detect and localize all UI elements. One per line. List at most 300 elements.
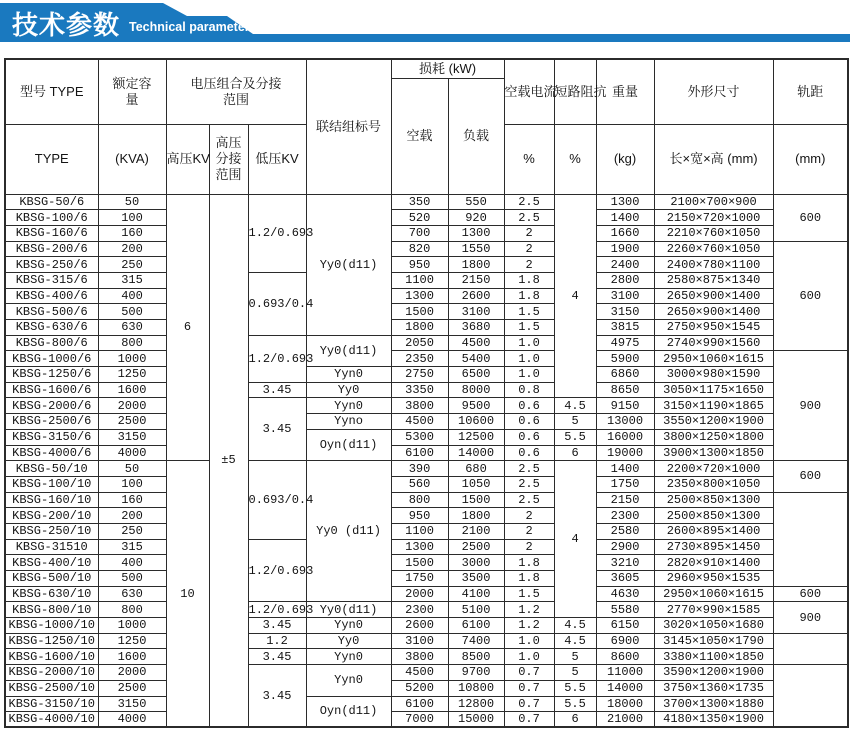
cell-dimensions: 2150×720×1000: [654, 210, 773, 226]
cell-gauge: 900: [773, 351, 848, 461]
cell-impedance: 4: [554, 461, 596, 618]
cell-no-load-loss: 3100: [391, 633, 448, 649]
table-row: [5, 492, 848, 508]
cell-dimensions: 3590×1200×1900: [654, 665, 773, 681]
cell-capacity: 50: [98, 194, 166, 210]
cell-load-loss: 2500: [448, 539, 504, 555]
table-row: [5, 476, 848, 492]
cell-model: KBSG-4000/10: [5, 712, 98, 728]
cell-model: KBSG-100/6: [5, 210, 98, 226]
table-row: [5, 320, 848, 336]
cell-weight: 3605: [596, 571, 654, 587]
table-row: [5, 272, 848, 288]
cell-no-load-loss: 4500: [391, 665, 448, 681]
cell-model: KBSG-160/6: [5, 225, 98, 241]
cell-dimensions: 3700×1300×1880: [654, 696, 773, 712]
cell-dimensions: 4180×1350×1900: [654, 712, 773, 728]
cell-no-load-current: 0.7: [504, 680, 554, 696]
cell-load-loss: 15000: [448, 712, 504, 728]
cell-capacity: 2000: [98, 398, 166, 414]
cell-model: KBSG-1600/6: [5, 382, 98, 398]
cell-load-loss: 2100: [448, 523, 504, 539]
cell-weight: 8600: [596, 649, 654, 665]
table-row: [5, 618, 848, 634]
cell-vector: Yy0: [306, 633, 391, 649]
header-model-type-sub: TYPE: [5, 124, 98, 194]
cell-lv: 0.693/0.4: [248, 461, 306, 539]
cell-capacity: 250: [98, 257, 166, 273]
cell-no-load-loss: 350: [391, 194, 448, 210]
cell-no-load-loss: 3800: [391, 649, 448, 665]
cell-no-load-current: 1.8: [504, 272, 554, 288]
cell-no-load-current: 1.0: [504, 633, 554, 649]
cell-no-load-loss: 950: [391, 257, 448, 273]
cell-no-load-current: 2.5: [504, 210, 554, 226]
cell-capacity: 1250: [98, 633, 166, 649]
cell-no-load-current: 1.0: [504, 367, 554, 383]
cell-vector: Oyn(d11): [306, 696, 391, 727]
cell-no-load-current: 1.5: [504, 304, 554, 320]
cell-capacity: 630: [98, 320, 166, 336]
table-row: [5, 367, 848, 383]
cell-load-loss: 2150: [448, 272, 504, 288]
cell-weight: 1750: [596, 476, 654, 492]
table-row: [5, 445, 848, 461]
header-no-load-current: 空载电流: [504, 59, 554, 124]
cell-lv: 1.2/0.693: [248, 194, 306, 272]
cell-no-load-current: 2: [504, 523, 554, 539]
cell-weight: 3150: [596, 304, 654, 320]
cell-dimensions: 3550×1200×1900: [654, 414, 773, 430]
cell-vector: Yy0 (d11): [306, 461, 391, 602]
cell-impedance: 5: [554, 414, 596, 430]
cell-load-loss: 3500: [448, 571, 504, 587]
cell-capacity: 800: [98, 335, 166, 351]
header-no-load-current-unit: %: [504, 124, 554, 194]
table-row: [5, 665, 848, 681]
table-row: [5, 602, 848, 618]
cell-dimensions: 2650×900×1400: [654, 304, 773, 320]
cell-weight: 6150: [596, 618, 654, 634]
cell-capacity: 200: [98, 241, 166, 257]
cell-weight: 2150: [596, 492, 654, 508]
cell-capacity: 400: [98, 555, 166, 571]
cell-load-loss: 3680: [448, 320, 504, 336]
cell-capacity: 160: [98, 492, 166, 508]
cell-weight: 5580: [596, 602, 654, 618]
cell-gauge: 600: [773, 241, 848, 351]
cell-dimensions: 2650×900×1400: [654, 288, 773, 304]
cell-load-loss: 12800: [448, 696, 504, 712]
cell-vector: Yyno: [306, 414, 391, 430]
cell-capacity: 2500: [98, 414, 166, 430]
table-row: [5, 523, 848, 539]
cell-load-loss: 9500: [448, 398, 504, 414]
cell-no-load-current: 2.5: [504, 476, 554, 492]
cell-dimensions: 3750×1360×1735: [654, 680, 773, 696]
cell-no-load-loss: 7000: [391, 712, 448, 728]
cell-capacity: 1250: [98, 367, 166, 383]
cell-weight: 2400: [596, 257, 654, 273]
cell-load-loss: 2600: [448, 288, 504, 304]
cell-load-loss: 3000: [448, 555, 504, 571]
page-title: 技术参数: [12, 10, 121, 40]
cell-capacity: 4000: [98, 712, 166, 728]
cell-no-load-loss: 1100: [391, 523, 448, 539]
cell-impedance: 4.5: [554, 618, 596, 634]
cell-model: KBSG-800/6: [5, 335, 98, 351]
header-tap-range: 高压分接范围: [209, 124, 248, 194]
cell-no-load-loss: 560: [391, 476, 448, 492]
cell-load-loss: 7400: [448, 633, 504, 649]
cell-impedance: 5.5: [554, 680, 596, 696]
cell-lv: 1.2/0.693: [248, 335, 306, 382]
cell-weight: 4630: [596, 586, 654, 602]
cell-no-load-current: 1.2: [504, 618, 554, 634]
cell-no-load-loss: 2350: [391, 351, 448, 367]
cell-no-load-loss: 1300: [391, 539, 448, 555]
table-row: [5, 555, 848, 571]
cell-lv: 3.45: [248, 618, 306, 634]
cell-vector: Yy0(d11): [306, 194, 391, 335]
cell-no-load-loss: 6100: [391, 696, 448, 712]
cell-capacity: 3150: [98, 429, 166, 445]
cell-weight: 2900: [596, 539, 654, 555]
cell-load-loss: 5100: [448, 602, 504, 618]
cell-impedance: 5.5: [554, 696, 596, 712]
cell-no-load-current: 2: [504, 241, 554, 257]
cell-model: KBSG-400/10: [5, 555, 98, 571]
table-row: [5, 288, 848, 304]
cell-lv: 3.45: [248, 398, 306, 461]
cell-no-load-loss: 2600: [391, 618, 448, 634]
header-voltage-group: 电压组合及分接范围: [166, 59, 306, 124]
cell-dimensions: 2580×875×1340: [654, 272, 773, 288]
cell-no-load-current: 0.6: [504, 429, 554, 445]
page-subtitle: Technical parameter: [129, 20, 250, 34]
cell-impedance: 4: [554, 194, 596, 398]
cell-weight: 18000: [596, 696, 654, 712]
cell-capacity: 3150: [98, 696, 166, 712]
cell-no-load-current: 1.0: [504, 649, 554, 665]
cell-weight: 14000: [596, 680, 654, 696]
table-row: [5, 633, 848, 649]
cell-no-load-current: 1.0: [504, 335, 554, 351]
cell-weight: 16000: [596, 429, 654, 445]
cell-capacity: 315: [98, 272, 166, 288]
cell-load-loss: 920: [448, 210, 504, 226]
cell-no-load-loss: 2300: [391, 602, 448, 618]
cell-dimensions: 3000×980×1590: [654, 367, 773, 383]
header-model-type: 型号 TYPE: [5, 59, 98, 124]
table-row: [5, 210, 848, 226]
cell-gauge: 600: [773, 461, 848, 492]
table-row: [5, 429, 848, 445]
header-vector-group: 联结组标号: [306, 59, 391, 194]
cell-dimensions: 2950×1060×1615: [654, 586, 773, 602]
cell-no-load-current: 2: [504, 539, 554, 555]
cell-dimensions: 2200×720×1000: [654, 461, 773, 477]
cell-load-loss: 3100: [448, 304, 504, 320]
cell-model: KBSG-800/10: [5, 602, 98, 618]
cell-no-load-current: 0.7: [504, 696, 554, 712]
cell-load-loss: 680: [448, 461, 504, 477]
cell-weight: 5900: [596, 351, 654, 367]
cell-dimensions: 2500×850×1300: [654, 508, 773, 524]
cell-no-load-current: 1.8: [504, 288, 554, 304]
cell-dimensions: 2730×895×1450: [654, 539, 773, 555]
banner-background: [0, 3, 850, 42]
table-row: [5, 586, 848, 602]
cell-weight: 2580: [596, 523, 654, 539]
cell-weight: 1400: [596, 210, 654, 226]
cell-capacity: 400: [98, 288, 166, 304]
cell-no-load-loss: 1500: [391, 555, 448, 571]
cell-weight: 4975: [596, 335, 654, 351]
cell-load-loss: 8000: [448, 382, 504, 398]
cell-model: KBSG-100/10: [5, 476, 98, 492]
cell-load-loss: 1300: [448, 225, 504, 241]
table-row: [5, 461, 848, 477]
cell-lv: 3.45: [248, 382, 306, 398]
cell-vector: Yyn0: [306, 618, 391, 634]
cell-no-load-loss: 4500: [391, 414, 448, 430]
cell-weight: 6900: [596, 633, 654, 649]
cell-no-load-current: 1.8: [504, 555, 554, 571]
cell-no-load-loss: 520: [391, 210, 448, 226]
table-row: [5, 257, 848, 273]
technical-parameter-table: [4, 58, 849, 728]
cell-weight: 13000: [596, 414, 654, 430]
cell-no-load-loss: 3350: [391, 382, 448, 398]
cell-capacity: 2500: [98, 680, 166, 696]
cell-load-loss: 550: [448, 194, 504, 210]
table-row: [5, 351, 848, 367]
cell-load-loss: 14000: [448, 445, 504, 461]
cell-dimensions: 2740×990×1560: [654, 335, 773, 351]
table-row: [5, 398, 848, 414]
cell-no-load-current: 0.6: [504, 398, 554, 414]
table-row: [5, 508, 848, 524]
cell-dimensions: 2100×700×900: [654, 194, 773, 210]
cell-weight: 1900: [596, 241, 654, 257]
cell-no-load-loss: 6100: [391, 445, 448, 461]
cell-weight: 11000: [596, 665, 654, 681]
cell-no-load-loss: 950: [391, 508, 448, 524]
cell-vector: Yyn0: [306, 649, 391, 665]
cell-no-load-current: 2: [504, 257, 554, 273]
cell-load-loss: 1500: [448, 492, 504, 508]
cell-load-loss: 5400: [448, 351, 504, 367]
cell-lv: 3.45: [248, 649, 306, 665]
table-row: [5, 649, 848, 665]
cell-dimensions: 2500×850×1300: [654, 492, 773, 508]
cell-tap: ±5: [209, 194, 248, 727]
cell-dimensions: 2820×910×1400: [654, 555, 773, 571]
cell-no-load-current: 0.6: [504, 445, 554, 461]
cell-vector: Yyn0: [306, 665, 391, 696]
cell-dimensions: 2770×990×1585: [654, 602, 773, 618]
cell-vector: Yy0: [306, 382, 391, 398]
cell-load-loss: 8500: [448, 649, 504, 665]
cell-lv: 1.2: [248, 633, 306, 649]
cell-no-load-current: 0.7: [504, 665, 554, 681]
cell-capacity: 50: [98, 461, 166, 477]
cell-impedance: 6: [554, 712, 596, 728]
table-row: [5, 696, 848, 712]
cell-model: KBSG-1000/10: [5, 618, 98, 634]
header-weight-unit: (kg): [596, 124, 654, 194]
cell-lv: 1.2/0.693: [248, 539, 306, 602]
cell-no-load-loss: 2000: [391, 586, 448, 602]
cell-capacity: 1000: [98, 351, 166, 367]
cell-lv: 3.45: [248, 665, 306, 728]
cell-no-load-loss: 2050: [391, 335, 448, 351]
cell-model: KBSG-400/6: [5, 288, 98, 304]
cell-model: KBSG-200/6: [5, 241, 98, 257]
cell-no-load-current: 2: [504, 225, 554, 241]
cell-weight: 9150: [596, 398, 654, 414]
cell-no-load-loss: 1500: [391, 304, 448, 320]
cell-capacity: 800: [98, 602, 166, 618]
cell-dimensions: 2960×950×1535: [654, 571, 773, 587]
cell-model: KBSG-1600/10: [5, 649, 98, 665]
cell-lv: 1.2/0.693: [248, 602, 314, 617]
cell-no-load-loss: 1300: [391, 288, 448, 304]
cell-model: KBSG-2500/10: [5, 680, 98, 696]
cell-no-load-current: 2.5: [504, 194, 554, 210]
table-row: [5, 304, 848, 320]
cell-dimensions: 2950×1060×1615: [654, 351, 773, 367]
cell-model: KBSG-50/10: [5, 461, 98, 477]
cell-capacity: 500: [98, 304, 166, 320]
cell-impedance: 4.5: [554, 633, 596, 649]
cell-capacity: 100: [98, 476, 166, 492]
cell-load-loss: 1550: [448, 241, 504, 257]
cell-gauge: 900: [773, 602, 848, 633]
header-gauge-unit: (mm): [773, 124, 848, 194]
cell-impedance: 5: [554, 649, 596, 665]
cell-capacity: 1600: [98, 649, 166, 665]
cell-model: KBSG-2000/10: [5, 665, 98, 681]
cell-no-load-current: 1.2: [504, 602, 554, 618]
cell-no-load-loss: 3800: [391, 398, 448, 414]
cell-dimensions: 2210×760×1050: [654, 225, 773, 241]
cell-load-loss: 4100: [448, 586, 504, 602]
cell-no-load-loss: 1800: [391, 320, 448, 336]
cell-model: KBSG-1250/6: [5, 367, 98, 383]
table-row: [5, 194, 848, 210]
cell-no-load-loss: 1750: [391, 571, 448, 587]
cell-weight: 21000: [596, 712, 654, 728]
cell-dimensions: 3150×1190×1865: [654, 398, 773, 414]
cell-no-load-loss: 820: [391, 241, 448, 257]
cell-impedance: 5: [554, 665, 596, 681]
cell-gauge: [773, 633, 848, 664]
cell-dimensions: 2750×950×1545: [654, 320, 773, 336]
cell-impedance: 4.5: [554, 398, 596, 414]
cell-dimensions: 2600×895×1400: [654, 523, 773, 539]
table-row: [5, 680, 848, 696]
cell-gauge: 600: [773, 586, 848, 602]
cell-dimensions: 3145×1050×1790: [654, 633, 773, 649]
cell-no-load-loss: 700: [391, 225, 448, 241]
header-hv-kv: 高压KV: [166, 124, 209, 194]
table-row: [5, 414, 848, 430]
cell-vector: Yy0(d11): [306, 602, 391, 618]
cell-load-loss: 12500: [448, 429, 504, 445]
cell-gauge: 600: [773, 194, 848, 241]
header-impedance: 短路阻抗: [554, 59, 596, 124]
cell-vector: Yyn0: [306, 398, 391, 414]
cell-vector: Oyn(d11): [306, 429, 391, 460]
cell-dimensions: 2400×780×1100: [654, 257, 773, 273]
cell-load-loss: 10600: [448, 414, 504, 430]
cell-no-load-current: 1.8: [504, 571, 554, 587]
cell-weight: 3815: [596, 320, 654, 336]
cell-no-load-loss: 2750: [391, 367, 448, 383]
cell-dimensions: 3380×1100×1850: [654, 649, 773, 665]
cell-model: KBSG-250/10: [5, 523, 98, 539]
cell-gauge: [773, 665, 848, 728]
header-weight: 重量: [596, 59, 654, 124]
cell-impedance: 6: [554, 445, 596, 461]
cell-weight: 2800: [596, 272, 654, 288]
cell-impedance: 5.5: [554, 429, 596, 445]
cell-model: KBSG-4000/6: [5, 445, 98, 461]
cell-capacity: 160: [98, 225, 166, 241]
cell-model: KBSG-2500/6: [5, 414, 98, 430]
header-no-load-loss: 空载: [391, 78, 448, 194]
cell-weight: 8650: [596, 382, 654, 398]
cell-no-load-current: 2.5: [504, 492, 554, 508]
cell-gauge: [773, 492, 848, 586]
table-row: [5, 539, 848, 555]
cell-dimensions: 3800×1250×1800: [654, 429, 773, 445]
cell-no-load-loss: 800: [391, 492, 448, 508]
cell-no-load-loss: 5200: [391, 680, 448, 696]
table-row: [5, 225, 848, 241]
cell-load-loss: 1050: [448, 476, 504, 492]
cell-capacity: 100: [98, 210, 166, 226]
table-row: [5, 712, 848, 728]
cell-load-loss: 1800: [448, 257, 504, 273]
cell-capacity: 500: [98, 571, 166, 587]
cell-weight: 6860: [596, 367, 654, 383]
cell-load-loss: 4500: [448, 335, 504, 351]
cell-no-load-loss: 1100: [391, 272, 448, 288]
cell-weight: 1660: [596, 225, 654, 241]
cell-model: KBSG-630/10: [5, 586, 98, 602]
cell-dimensions: 3020×1050×1680: [654, 618, 773, 634]
cell-load-loss: 6500: [448, 367, 504, 383]
cell-weight: 1400: [596, 461, 654, 477]
cell-load-loss: 10800: [448, 680, 504, 696]
cell-load-loss: 6100: [448, 618, 504, 634]
cell-no-load-current: 2.5: [504, 461, 554, 477]
cell-capacity: 1600: [98, 382, 166, 398]
cell-model: KBSG-500/6: [5, 304, 98, 320]
cell-model: KBSG-160/10: [5, 492, 98, 508]
table-row: [5, 382, 848, 398]
header-impedance-unit: %: [554, 124, 596, 194]
cell-model: KBSG-2000/6: [5, 398, 98, 414]
cell-model: KBSG-250/6: [5, 257, 98, 273]
header-gauge: 轨距: [773, 59, 848, 124]
cell-vector: Yy0(d11): [306, 335, 391, 366]
cell-model: KBSG-31510: [5, 539, 98, 555]
cell-hv: 10: [166, 461, 209, 728]
